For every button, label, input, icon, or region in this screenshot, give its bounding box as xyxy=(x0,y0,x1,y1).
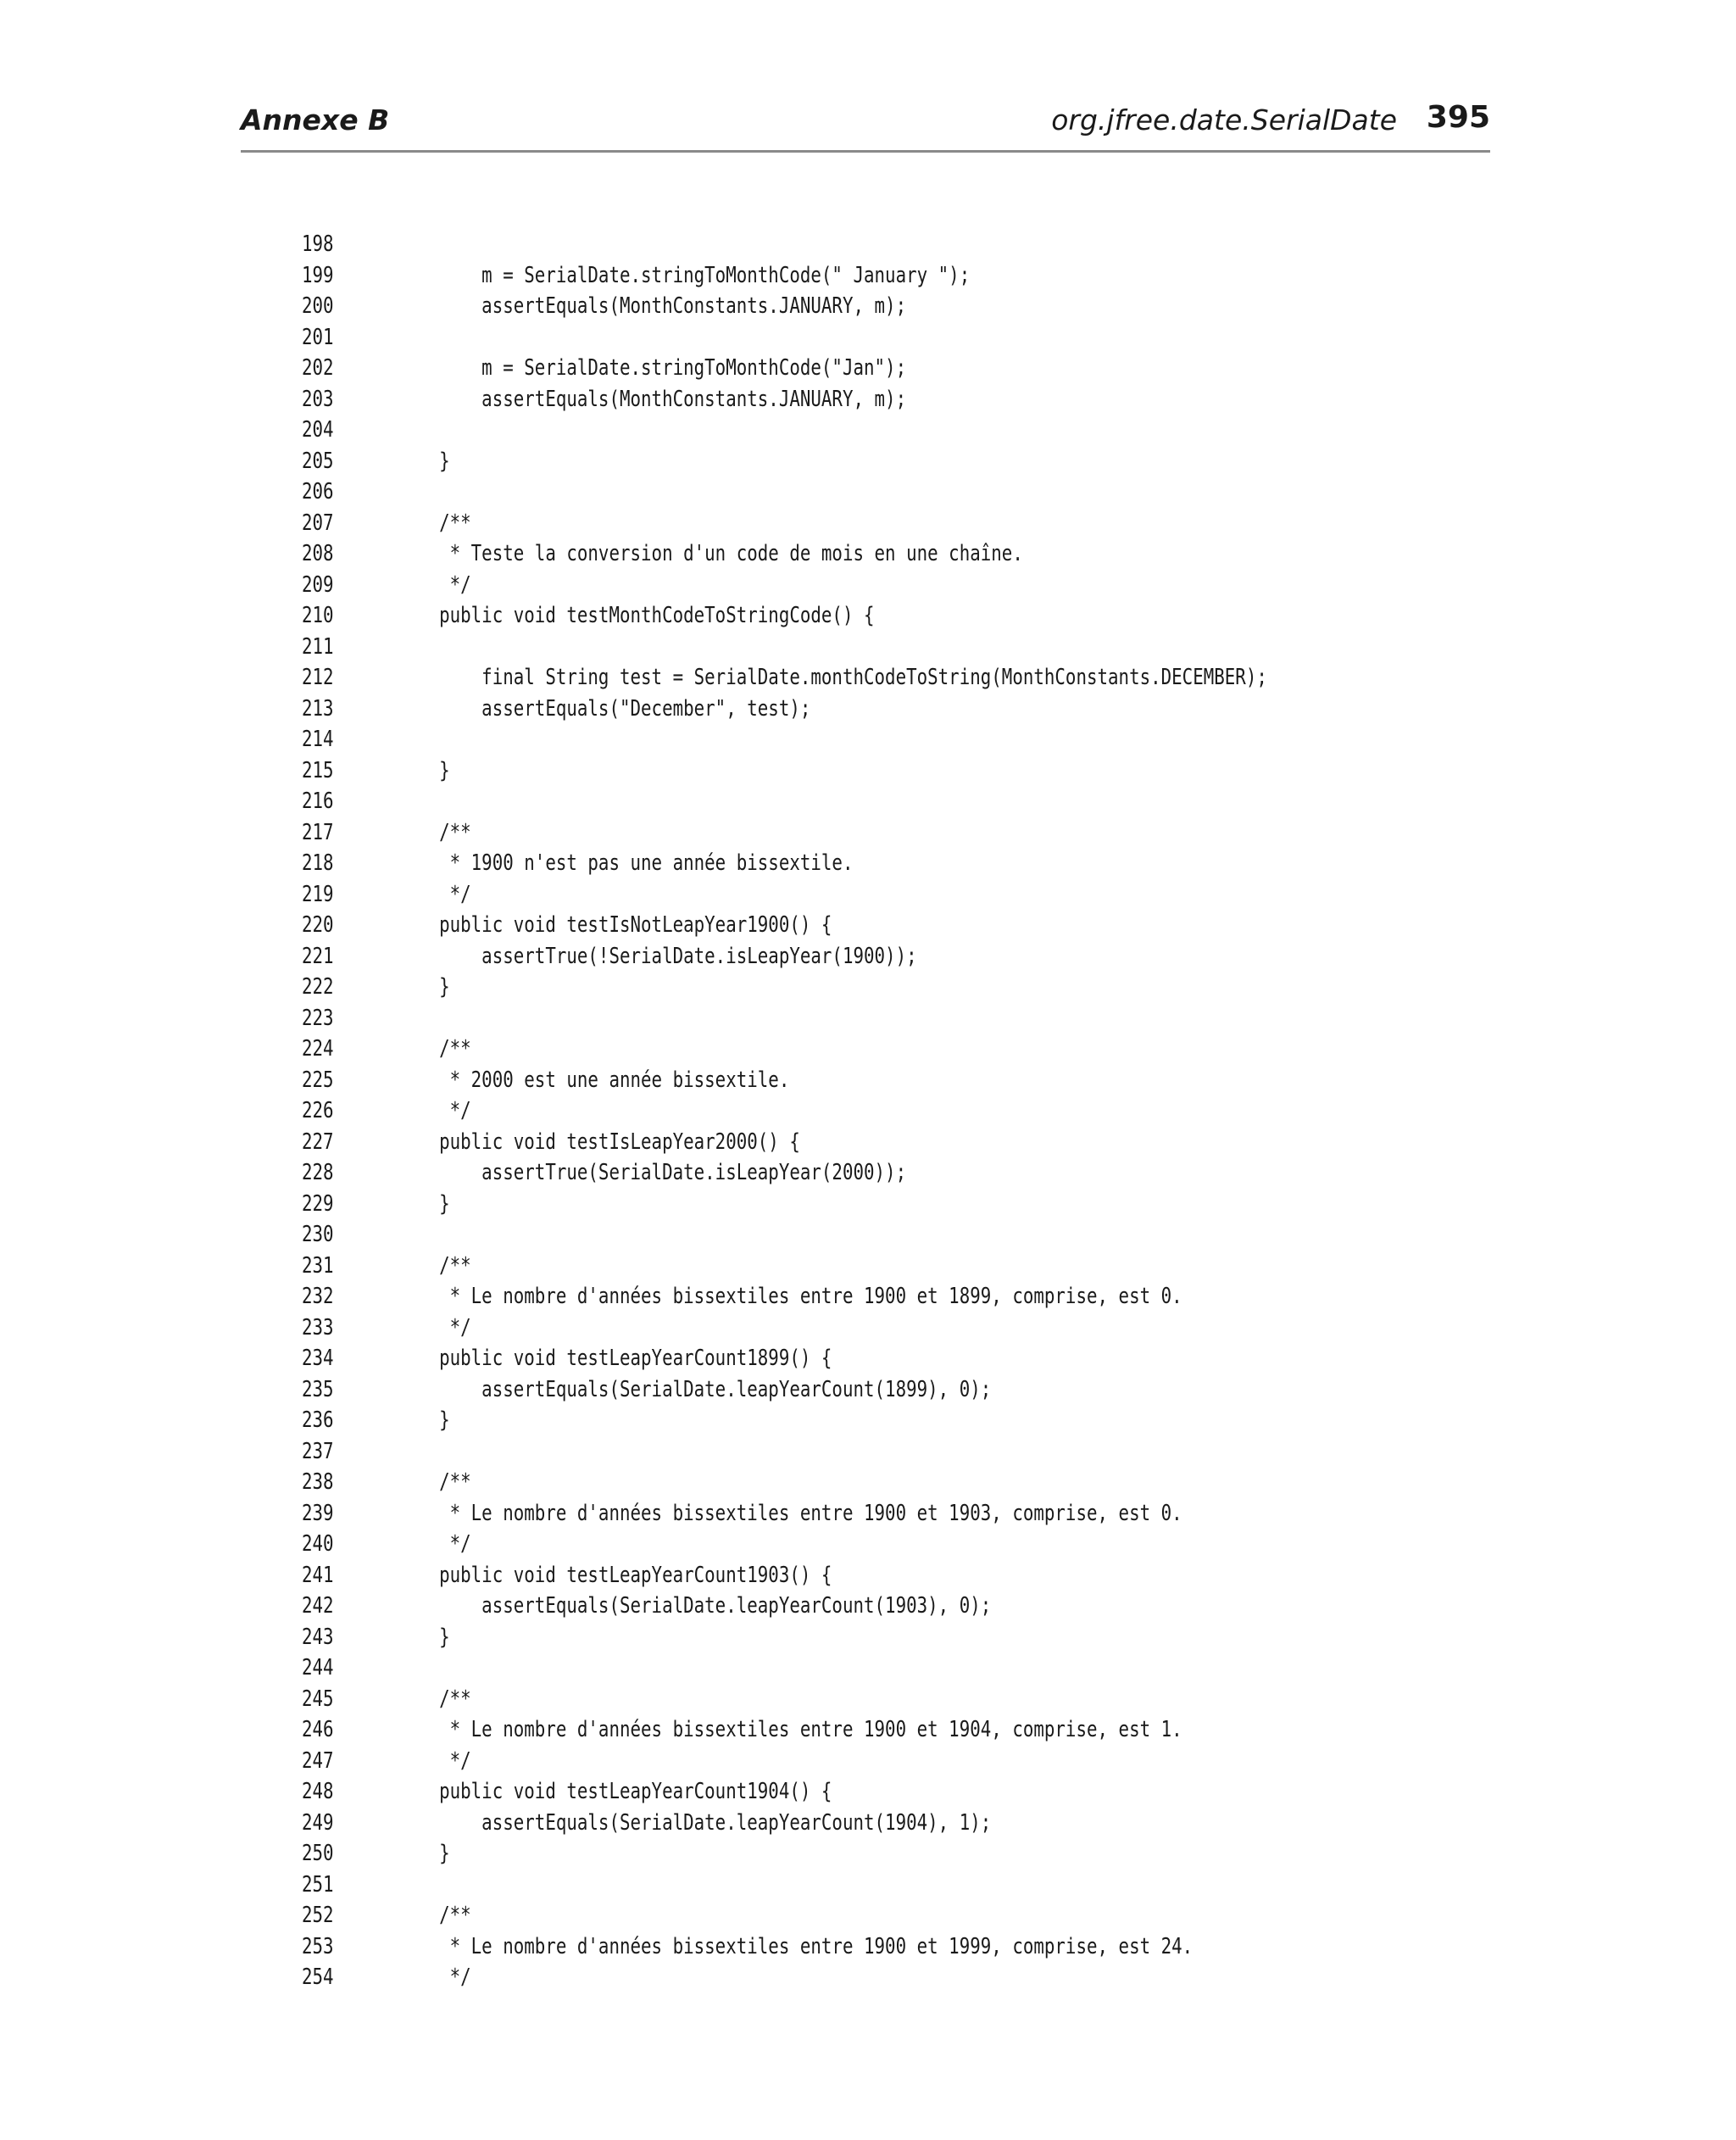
line-number: 220 xyxy=(302,912,334,938)
line-number: 237 xyxy=(302,1438,334,1464)
code-line xyxy=(302,662,1267,694)
line-number: 215 xyxy=(302,757,334,783)
code-line xyxy=(302,1467,1267,1498)
code-line xyxy=(302,415,1267,446)
code-line xyxy=(302,1189,1267,1220)
code-line xyxy=(302,879,1267,911)
line-code: */ xyxy=(397,881,471,907)
code-line xyxy=(302,1962,1267,1993)
line-number: 252 xyxy=(302,1903,334,1928)
code-line xyxy=(302,1838,1267,1870)
code-line xyxy=(302,570,1267,601)
line-code: public void testMonthCodeToStringCode() { xyxy=(397,603,875,628)
line-code: * Teste la conversion d'un code de mois en une chaîne. xyxy=(397,541,1023,566)
code-line xyxy=(302,1251,1267,1282)
line-code: } xyxy=(397,757,450,783)
line-number: 224 xyxy=(302,1036,334,1062)
line-number: 242 xyxy=(302,1593,334,1619)
code-line xyxy=(302,322,1267,354)
line-number: 219 xyxy=(302,881,334,907)
line-code: */ xyxy=(397,1964,471,1990)
line-code: /** xyxy=(397,1469,471,1495)
line-code: * Le nombre d'années bissextiles entre 1900 et 1904, comprise, est 1. xyxy=(397,1717,1182,1742)
code-line xyxy=(302,1127,1267,1158)
line-code: } xyxy=(397,1190,450,1217)
line-number: 202 xyxy=(302,355,334,381)
line-code: * 1900 n'est pas une année bissextile. xyxy=(397,850,854,876)
line-code: assertEquals(MonthConstants.JANUARY, m); xyxy=(397,293,907,319)
code-line xyxy=(302,1900,1267,1931)
line-number: 216 xyxy=(302,789,334,814)
line-number: 214 xyxy=(302,727,334,752)
line-number: 203 xyxy=(302,386,334,412)
code-line xyxy=(302,1622,1267,1653)
code-line xyxy=(302,848,1267,879)
line-code: assertEquals(SerialDate.leapYearCount(1899), 0); xyxy=(397,1376,992,1402)
line-code: } xyxy=(397,448,450,474)
code-line xyxy=(302,1714,1267,1746)
code-line xyxy=(302,1219,1267,1251)
line-code: /** xyxy=(397,510,471,536)
header-rule xyxy=(241,150,1490,153)
code-line xyxy=(302,1684,1267,1715)
code-line xyxy=(302,1560,1267,1591)
line-code: * Le nombre d'années bissextiles entre 1900 et 1903, comprise, est 0. xyxy=(397,1500,1182,1526)
line-number: 221 xyxy=(302,943,334,969)
line-code: public void testLeapYearCount1904() { xyxy=(397,1779,832,1804)
code-line xyxy=(302,1157,1267,1189)
line-code: assertEquals(MonthConstants.JANUARY, m); xyxy=(397,386,907,412)
line-code: public void testIsLeapYear2000() { xyxy=(397,1129,800,1155)
code-line xyxy=(302,1034,1267,1065)
line-number: 204 xyxy=(302,417,334,443)
line-code: assertTrue(!SerialDate.isLeapYear(1900)); xyxy=(397,943,917,969)
code-line xyxy=(302,1591,1267,1622)
line-number: 230 xyxy=(302,1222,334,1247)
line-code: */ xyxy=(397,1747,471,1774)
line-code: m = SerialDate.stringToMonthCode("Jan"); xyxy=(397,355,907,381)
line-number: 233 xyxy=(302,1314,334,1340)
line-number: 246 xyxy=(302,1717,334,1742)
line-number: 253 xyxy=(302,1933,334,1959)
line-code: /** xyxy=(397,1903,471,1928)
line-number: 232 xyxy=(302,1284,334,1309)
code-line xyxy=(302,1652,1267,1684)
line-number: 212 xyxy=(302,665,334,690)
page-number: 395 xyxy=(1426,100,1490,135)
line-code: public void testIsNotLeapYear1900() { xyxy=(397,912,832,938)
code-line xyxy=(302,476,1267,508)
line-number: 218 xyxy=(302,850,334,876)
line-number: 234 xyxy=(302,1346,334,1371)
line-code: /** xyxy=(397,1252,471,1279)
code-line xyxy=(302,1281,1267,1312)
line-number: 208 xyxy=(302,541,334,566)
code-line xyxy=(302,260,1267,292)
line-number: 225 xyxy=(302,1067,334,1093)
code-line xyxy=(302,291,1267,322)
line-number: 235 xyxy=(302,1376,334,1402)
line-code: public void testLeapYearCount1903() { xyxy=(397,1562,832,1588)
line-code: } xyxy=(397,1841,450,1866)
code-line xyxy=(302,1808,1267,1839)
line-number: 236 xyxy=(302,1407,334,1433)
line-code: assertEquals("December", test); xyxy=(397,695,811,722)
code-line xyxy=(302,1065,1267,1096)
line-number: 254 xyxy=(302,1964,334,1990)
line-number: 210 xyxy=(302,603,334,628)
line-number: 213 xyxy=(302,695,334,722)
code-line xyxy=(302,538,1267,570)
line-number: 251 xyxy=(302,1871,334,1898)
line-number: 228 xyxy=(302,1160,334,1185)
code-line xyxy=(302,1436,1267,1468)
code-line xyxy=(302,910,1267,941)
line-number: 211 xyxy=(302,633,334,660)
code-line xyxy=(302,1870,1267,1901)
line-number: 241 xyxy=(302,1562,334,1588)
code-line xyxy=(302,1343,1267,1374)
line-number: 239 xyxy=(302,1500,334,1526)
code-line xyxy=(302,1374,1267,1406)
line-number: 247 xyxy=(302,1747,334,1774)
code-line xyxy=(302,1746,1267,1777)
line-number: 222 xyxy=(302,974,334,1000)
code-line xyxy=(302,229,1267,260)
code-line xyxy=(302,508,1267,539)
code-line xyxy=(302,724,1267,755)
line-number: 240 xyxy=(302,1531,334,1557)
line-number: 200 xyxy=(302,293,334,319)
line-code: * Le nombre d'années bissextiles entre 1900 et 1899, comprise, est 0. xyxy=(397,1284,1182,1309)
code-line xyxy=(302,1529,1267,1560)
line-number: 209 xyxy=(302,571,334,598)
line-code: assertEquals(SerialDate.leapYearCount(1903), 0); xyxy=(397,1593,992,1619)
line-number: 199 xyxy=(302,262,334,288)
code-line xyxy=(302,941,1267,972)
line-number: 226 xyxy=(302,1098,334,1123)
line-number: 245 xyxy=(302,1686,334,1712)
line-number: 244 xyxy=(302,1655,334,1680)
code-line xyxy=(302,786,1267,817)
code-line xyxy=(302,1312,1267,1344)
line-number: 205 xyxy=(302,448,334,474)
code-line xyxy=(302,1498,1267,1530)
line-code: */ xyxy=(397,1531,471,1557)
running-header xyxy=(241,100,1490,148)
code-line xyxy=(302,1776,1267,1808)
line-number: 249 xyxy=(302,1809,334,1836)
line-code: /** xyxy=(397,1686,471,1712)
line-number: 231 xyxy=(302,1252,334,1279)
code-line xyxy=(302,384,1267,415)
line-code: final String test = SerialDate.monthCodeToString(MonthConstants.DECEMBER); xyxy=(397,665,1267,690)
line-code: /** xyxy=(397,1036,471,1062)
code-line xyxy=(302,446,1267,477)
code-line xyxy=(302,694,1267,725)
section-title: org.jfree.date.SerialDate xyxy=(1051,103,1397,137)
line-number: 198 xyxy=(302,231,334,257)
line-code: m = SerialDate.stringToMonthCode(" January "); xyxy=(397,262,971,288)
code-line xyxy=(302,1405,1267,1436)
code-line xyxy=(302,353,1267,384)
line-code: public void testLeapYearCount1899() { xyxy=(397,1346,832,1371)
line-number: 227 xyxy=(302,1129,334,1155)
line-number: 238 xyxy=(302,1469,334,1495)
line-code: */ xyxy=(397,1314,471,1340)
line-number: 229 xyxy=(302,1190,334,1217)
code-line xyxy=(302,600,1267,632)
line-number: 207 xyxy=(302,510,334,536)
line-number: 248 xyxy=(302,1779,334,1804)
line-code: /** xyxy=(397,819,471,845)
line-code: } xyxy=(397,1624,450,1650)
code-line xyxy=(302,1003,1267,1034)
code-line xyxy=(302,1095,1267,1127)
code-line xyxy=(302,755,1267,787)
line-code: assertTrue(SerialDate.isLeapYear(2000)); xyxy=(397,1160,907,1185)
code-line xyxy=(302,817,1267,849)
line-number: 243 xyxy=(302,1624,334,1650)
line-number: 206 xyxy=(302,479,334,504)
line-code: } xyxy=(397,974,450,1000)
code-line xyxy=(302,972,1267,1003)
code-listing xyxy=(302,229,1267,1993)
line-code: */ xyxy=(397,571,471,598)
line-code: * Le nombre d'années bissextiles entre 1900 et 1999, comprise, est 24. xyxy=(397,1933,1194,1959)
line-number: 217 xyxy=(302,819,334,845)
code-line xyxy=(302,632,1267,663)
line-code: } xyxy=(397,1407,450,1433)
line-number: 223 xyxy=(302,1005,334,1031)
line-code: * 2000 est une année bissextile. xyxy=(397,1067,790,1093)
code-line xyxy=(302,1931,1267,1963)
chapter-label: Annexe B xyxy=(241,103,390,137)
line-number: 250 xyxy=(302,1841,334,1866)
line-code: */ xyxy=(397,1098,471,1123)
line-number: 201 xyxy=(302,324,334,350)
line-code: assertEquals(SerialDate.leapYearCount(1904), 1); xyxy=(397,1809,992,1836)
